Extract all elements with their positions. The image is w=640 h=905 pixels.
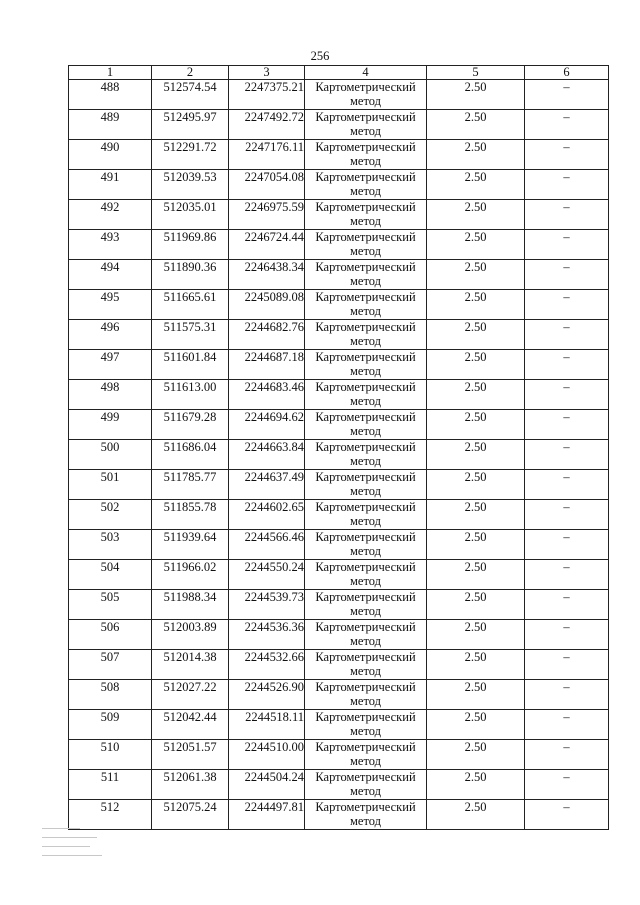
point-number-cell: 491 xyxy=(69,170,152,200)
table-row xyxy=(69,770,609,800)
accuracy-cell: 2.50 xyxy=(427,80,525,110)
method-cell xyxy=(305,470,427,500)
y-coordinate-cell: 2244526.90 xyxy=(229,680,305,710)
accuracy-cell: 2.50 xyxy=(427,710,525,740)
x-coordinate-cell: 511679.28 xyxy=(152,410,229,440)
method-cell xyxy=(305,170,427,200)
method-cell xyxy=(305,290,427,320)
method-line-2: метод xyxy=(349,604,381,618)
x-coordinate-cell: 511988.34 xyxy=(152,590,229,620)
method-line-2: метод xyxy=(349,94,381,108)
y-coordinate-cell: 2244536.36 xyxy=(229,620,305,650)
point-number-cell: 498 xyxy=(69,380,152,410)
point-number-cell: 492 xyxy=(69,200,152,230)
method-cell xyxy=(305,350,427,380)
method-line-1: Картометрический xyxy=(315,260,416,274)
x-coordinate-cell: 512061.38 xyxy=(152,770,229,800)
method-line-2: метод xyxy=(349,724,381,738)
column-header-3: 3 xyxy=(229,66,305,80)
table-row xyxy=(69,80,609,110)
point-number-cell: 509 xyxy=(69,710,152,740)
note-cell: – xyxy=(525,110,609,140)
method-line-1: Картометрический xyxy=(315,470,416,484)
y-coordinate-cell: 2244637.49 xyxy=(229,470,305,500)
table-row xyxy=(69,230,609,260)
note-cell: – xyxy=(525,710,609,740)
x-coordinate-cell: 512042.44 xyxy=(152,710,229,740)
accuracy-cell: 2.50 xyxy=(427,680,525,710)
accuracy-cell: 2.50 xyxy=(427,380,525,410)
point-number-cell: 511 xyxy=(69,770,152,800)
y-coordinate-cell: 2244497.81 xyxy=(229,800,305,830)
y-coordinate-cell: 2244504.24 xyxy=(229,770,305,800)
accuracy-cell: 2.50 xyxy=(427,170,525,200)
method-line-2: метод xyxy=(349,214,381,228)
point-number-cell: 488 xyxy=(69,80,152,110)
method-line-1: Картометрический xyxy=(315,770,416,784)
accuracy-cell: 2.50 xyxy=(427,410,525,440)
accuracy-cell: 2.50 xyxy=(427,320,525,350)
method-line-1: Картометрический xyxy=(315,230,416,244)
method-cell xyxy=(305,770,427,800)
method-line-1: Картометрический xyxy=(315,320,416,334)
note-cell: – xyxy=(525,410,609,440)
x-coordinate-cell: 512027.22 xyxy=(152,680,229,710)
point-number-cell: 495 xyxy=(69,290,152,320)
method-cell xyxy=(305,590,427,620)
x-coordinate-cell: 511665.61 xyxy=(152,290,229,320)
method-line-2: метод xyxy=(349,244,381,258)
point-number-cell: 490 xyxy=(69,140,152,170)
y-coordinate-cell: 2244602.65 xyxy=(229,500,305,530)
method-line-2: метод xyxy=(349,634,381,648)
method-cell xyxy=(305,110,427,140)
y-coordinate-cell: 2244510.00 xyxy=(229,740,305,770)
method-cell xyxy=(305,500,427,530)
x-coordinate-cell: 511966.02 xyxy=(152,560,229,590)
accuracy-cell: 2.50 xyxy=(427,620,525,650)
point-number-cell: 507 xyxy=(69,650,152,680)
note-cell: – xyxy=(525,770,609,800)
method-line-2: метод xyxy=(349,544,381,558)
y-coordinate-cell: 2244539.73 xyxy=(229,590,305,620)
point-number-cell: 508 xyxy=(69,680,152,710)
table-row xyxy=(69,560,609,590)
y-coordinate-cell: 2244687.18 xyxy=(229,350,305,380)
note-cell: – xyxy=(525,350,609,380)
y-coordinate-cell: 2244550.24 xyxy=(229,560,305,590)
method-line-2: метод xyxy=(349,364,381,378)
method-line-2: метод xyxy=(349,664,381,678)
table-row xyxy=(69,140,609,170)
method-line-2: метод xyxy=(349,154,381,168)
y-coordinate-cell: 2247492.72 xyxy=(229,110,305,140)
method-line-2: метод xyxy=(349,304,381,318)
note-cell: – xyxy=(525,320,609,350)
method-line-1: Картометрический xyxy=(315,440,416,454)
method-line-1: Картометрический xyxy=(315,110,416,124)
note-cell: – xyxy=(525,80,609,110)
note-cell: – xyxy=(525,740,609,770)
accuracy-cell: 2.50 xyxy=(427,590,525,620)
accuracy-cell: 2.50 xyxy=(427,500,525,530)
note-cell: – xyxy=(525,440,609,470)
point-number-cell: 500 xyxy=(69,440,152,470)
coordinates-table xyxy=(68,65,609,830)
x-coordinate-cell: 511575.31 xyxy=(152,320,229,350)
table-row xyxy=(69,530,609,560)
y-coordinate-cell: 2244518.11 xyxy=(229,710,305,740)
y-coordinate-cell: 2244663.84 xyxy=(229,440,305,470)
method-line-2: метод xyxy=(349,424,381,438)
x-coordinate-cell: 511969.86 xyxy=(152,230,229,260)
table-row xyxy=(69,260,609,290)
table-row xyxy=(69,110,609,140)
point-number-cell: 496 xyxy=(69,320,152,350)
table-row xyxy=(69,170,609,200)
method-line-1: Картометрический xyxy=(315,350,416,364)
note-cell: – xyxy=(525,500,609,530)
x-coordinate-cell: 511855.78 xyxy=(152,500,229,530)
x-coordinate-cell: 511686.04 xyxy=(152,440,229,470)
method-line-2: метод xyxy=(349,184,381,198)
table-row xyxy=(69,740,609,770)
method-line-1: Картометрический xyxy=(315,710,416,724)
method-cell xyxy=(305,320,427,350)
x-coordinate-cell: 512035.01 xyxy=(152,200,229,230)
point-number-cell: 512 xyxy=(69,800,152,830)
x-coordinate-cell: 511785.77 xyxy=(152,470,229,500)
accuracy-cell: 2.50 xyxy=(427,440,525,470)
accuracy-cell: 2.50 xyxy=(427,530,525,560)
table-row xyxy=(69,410,609,440)
point-number-cell: 501 xyxy=(69,470,152,500)
x-coordinate-cell: 512003.89 xyxy=(152,620,229,650)
method-line-1: Картометрический xyxy=(315,290,416,304)
method-line-1: Картометрический xyxy=(315,140,416,154)
method-cell xyxy=(305,800,427,830)
method-cell xyxy=(305,410,427,440)
method-cell xyxy=(305,80,427,110)
x-coordinate-cell: 511601.84 xyxy=(152,350,229,380)
note-cell: – xyxy=(525,680,609,710)
point-number-cell: 489 xyxy=(69,110,152,140)
method-line-2: метод xyxy=(349,754,381,768)
note-cell: – xyxy=(525,800,609,830)
accuracy-cell: 2.50 xyxy=(427,230,525,260)
method-line-2: метод xyxy=(349,334,381,348)
method-line-1: Картометрический xyxy=(315,620,416,634)
method-line-1: Картометрический xyxy=(315,410,416,424)
method-cell xyxy=(305,710,427,740)
method-cell xyxy=(305,440,427,470)
table-row xyxy=(69,320,609,350)
column-header-5: 5 xyxy=(427,66,525,80)
note-cell: – xyxy=(525,470,609,500)
method-line-2: метод xyxy=(349,274,381,288)
y-coordinate-cell: 2247054.08 xyxy=(229,170,305,200)
point-number-cell: 503 xyxy=(69,530,152,560)
y-coordinate-cell: 2244683.46 xyxy=(229,380,305,410)
method-line-1: Картометрический xyxy=(315,590,416,604)
table-row xyxy=(69,350,609,380)
method-cell xyxy=(305,260,427,290)
x-coordinate-cell: 512291.72 xyxy=(152,140,229,170)
x-coordinate-cell: 512075.24 xyxy=(152,800,229,830)
page-number: 256 xyxy=(310,49,330,63)
table-row xyxy=(69,590,609,620)
note-cell: – xyxy=(525,530,609,560)
method-line-2: метод xyxy=(349,574,381,588)
x-coordinate-cell: 511939.64 xyxy=(152,530,229,560)
method-cell xyxy=(305,680,427,710)
accuracy-cell: 2.50 xyxy=(427,140,525,170)
column-header-2: 2 xyxy=(152,66,229,80)
method-line-2: метод xyxy=(349,694,381,708)
point-number-cell: 499 xyxy=(69,410,152,440)
accuracy-cell: 2.50 xyxy=(427,260,525,290)
note-cell: – xyxy=(525,650,609,680)
table-row xyxy=(69,440,609,470)
table-row xyxy=(69,680,609,710)
x-coordinate-cell: 512495.97 xyxy=(152,110,229,140)
y-coordinate-cell: 2246975.59 xyxy=(229,200,305,230)
point-number-cell: 506 xyxy=(69,620,152,650)
table-row xyxy=(69,500,609,530)
y-coordinate-cell: 2245089.08 xyxy=(229,290,305,320)
accuracy-cell: 2.50 xyxy=(427,290,525,320)
method-cell xyxy=(305,620,427,650)
accuracy-cell: 2.50 xyxy=(427,770,525,800)
method-line-1: Картометрический xyxy=(315,80,416,94)
method-line-1: Картометрический xyxy=(315,680,416,694)
method-line-1: Картометрический xyxy=(315,530,416,544)
table-body xyxy=(69,80,609,830)
method-line-2: метод xyxy=(349,514,381,528)
accuracy-cell: 2.50 xyxy=(427,200,525,230)
note-cell: – xyxy=(525,260,609,290)
method-line-2: метод xyxy=(349,784,381,798)
note-cell: – xyxy=(525,590,609,620)
method-line-2: метод xyxy=(349,394,381,408)
point-number-cell: 493 xyxy=(69,230,152,260)
y-coordinate-cell: 2246438.34 xyxy=(229,260,305,290)
point-number-cell: 510 xyxy=(69,740,152,770)
point-number-cell: 497 xyxy=(69,350,152,380)
method-cell xyxy=(305,380,427,410)
table-row xyxy=(69,800,609,830)
method-cell xyxy=(305,230,427,260)
table-row xyxy=(69,620,609,650)
method-line-2: метод xyxy=(349,124,381,138)
method-line-1: Картометрический xyxy=(315,170,416,184)
note-cell: – xyxy=(525,560,609,590)
y-coordinate-cell: 2247176.11 xyxy=(229,140,305,170)
note-cell: – xyxy=(525,140,609,170)
table-row xyxy=(69,650,609,680)
accuracy-cell: 2.50 xyxy=(427,740,525,770)
table-row xyxy=(69,200,609,230)
column-header-4: 4 xyxy=(305,66,427,80)
method-cell xyxy=(305,140,427,170)
x-coordinate-cell: 512014.38 xyxy=(152,650,229,680)
faint-stamp-marks xyxy=(42,828,112,878)
x-coordinate-cell: 511890.36 xyxy=(152,260,229,290)
method-cell xyxy=(305,560,427,590)
point-number-cell: 494 xyxy=(69,260,152,290)
point-number-cell: 505 xyxy=(69,590,152,620)
y-coordinate-cell: 2244694.62 xyxy=(229,410,305,440)
y-coordinate-cell: 2244682.76 xyxy=(229,320,305,350)
method-line-2: метод xyxy=(349,454,381,468)
x-coordinate-cell: 512574.54 xyxy=(152,80,229,110)
y-coordinate-cell: 2244532.66 xyxy=(229,650,305,680)
x-coordinate-cell: 511613.00 xyxy=(152,380,229,410)
note-cell: – xyxy=(525,290,609,320)
method-line-1: Картометрический xyxy=(315,800,416,814)
point-number-cell: 504 xyxy=(69,560,152,590)
table-row xyxy=(69,470,609,500)
accuracy-cell: 2.50 xyxy=(427,110,525,140)
note-cell: – xyxy=(525,200,609,230)
method-cell xyxy=(305,530,427,560)
note-cell: – xyxy=(525,230,609,260)
table-header-row xyxy=(69,66,609,80)
method-line-2: метод xyxy=(349,814,381,828)
method-line-1: Картометрический xyxy=(315,500,416,514)
note-cell: – xyxy=(525,380,609,410)
y-coordinate-cell: 2247375.21 xyxy=(229,80,305,110)
accuracy-cell: 2.50 xyxy=(427,350,525,380)
x-coordinate-cell: 512051.57 xyxy=(152,740,229,770)
method-line-1: Картометрический xyxy=(315,740,416,754)
table-row xyxy=(69,710,609,740)
method-cell xyxy=(305,200,427,230)
accuracy-cell: 2.50 xyxy=(427,470,525,500)
y-coordinate-cell: 2244566.46 xyxy=(229,530,305,560)
accuracy-cell: 2.50 xyxy=(427,800,525,830)
column-header-1: 1 xyxy=(69,66,152,80)
accuracy-cell: 2.50 xyxy=(427,560,525,590)
method-line-1: Картометрический xyxy=(315,560,416,574)
method-line-1: Картометрический xyxy=(315,650,416,664)
accuracy-cell: 2.50 xyxy=(427,650,525,680)
y-coordinate-cell: 2246724.44 xyxy=(229,230,305,260)
column-header-6: 6 xyxy=(525,66,609,80)
method-line-1: Картометрический xyxy=(315,200,416,214)
method-line-1: Картометрический xyxy=(315,380,416,394)
method-cell xyxy=(305,740,427,770)
method-line-2: метод xyxy=(349,484,381,498)
note-cell: – xyxy=(525,620,609,650)
table-row xyxy=(69,380,609,410)
note-cell: – xyxy=(525,170,609,200)
point-number-cell: 502 xyxy=(69,500,152,530)
method-cell xyxy=(305,650,427,680)
table-row xyxy=(69,290,609,320)
x-coordinate-cell: 512039.53 xyxy=(152,170,229,200)
